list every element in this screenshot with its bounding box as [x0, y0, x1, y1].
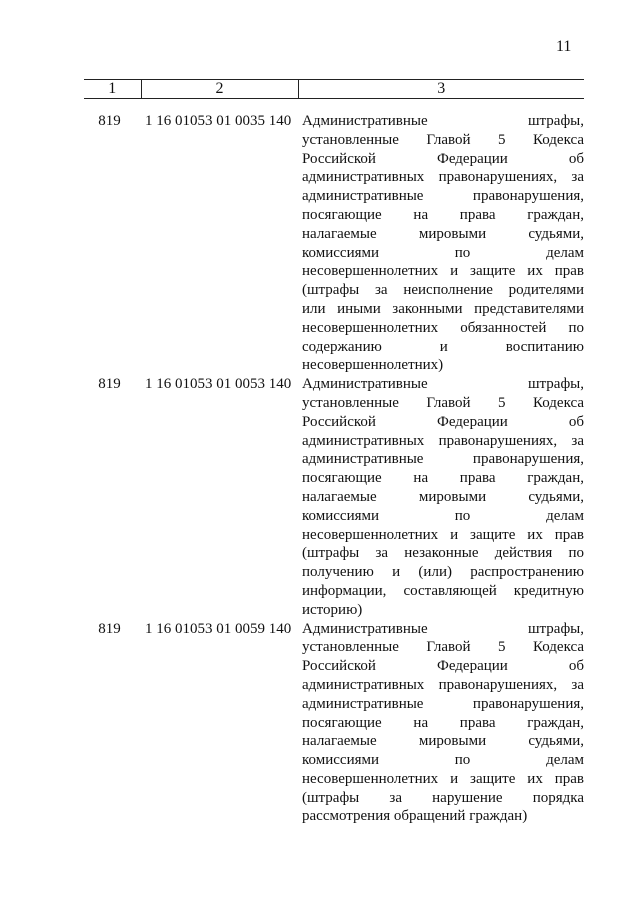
- column-header-2: 2: [141, 80, 298, 99]
- description-line: несовершеннолетних и защите их прав: [302, 770, 584, 787]
- page-number: 11: [556, 38, 572, 55]
- description-line: комиссиями по делам: [302, 507, 584, 524]
- description-line: Российской Федерации об: [302, 658, 584, 675]
- description-line: налагаемые мировыми судьями,: [302, 733, 584, 750]
- description-line: административные правонарушения,: [302, 188, 584, 205]
- table-row: [84, 620, 584, 827]
- table-row: [84, 112, 584, 375]
- description-line: посягающие на права граждан,: [302, 714, 584, 731]
- description-line: содержанию и воспитанию: [302, 338, 584, 355]
- description-line: Административные штрафы,: [302, 620, 584, 637]
- description-line: комиссиями по делам: [302, 752, 584, 769]
- table-body: [84, 99, 584, 827]
- description-line: (штрафы за незаконные действия по: [302, 545, 584, 562]
- description-line: установленные Главой 5 Кодекса: [302, 639, 584, 656]
- description-line: Административные штрафы,: [302, 113, 584, 129]
- table-row: [84, 375, 584, 619]
- description-line: административные правонарушения,: [302, 451, 584, 468]
- description-line: Административные штрафы,: [302, 376, 584, 393]
- description-line: посягающие на права граждан,: [302, 470, 584, 487]
- column-header-3: 3: [298, 80, 584, 99]
- admin-code-cell: 819: [98, 620, 121, 637]
- description-line: установленные Главой 5 Кодекса: [302, 394, 584, 411]
- description-line: Российской Федерации об: [302, 150, 584, 167]
- description-line: несовершеннолетних и защите их прав: [302, 526, 584, 543]
- kbk-code-cell: 1 16 01053 01 0059 140: [145, 620, 292, 637]
- description-cell: [298, 375, 584, 619]
- description-line: (штрафы за неисполнение родителями: [302, 282, 584, 299]
- description-line: несовершеннолетних обязанностей по: [302, 319, 584, 336]
- table-header-row: [84, 80, 584, 99]
- admin-code-cell: 819: [98, 376, 121, 393]
- description-line: посягающие на права граждан,: [302, 206, 584, 223]
- description-cell: [298, 620, 584, 827]
- description-line: несовершеннолетних): [302, 357, 444, 374]
- admin-code-cell: 819: [98, 113, 121, 129]
- kbk-code-cell: 1 16 01053 01 0035 140: [145, 113, 292, 129]
- description-line: несовершеннолетних и защите их прав: [302, 263, 584, 280]
- budget-codes-table: [84, 79, 584, 826]
- description-line: или иными законными представителями: [302, 300, 584, 317]
- description-line: историю): [302, 601, 363, 618]
- description-line: налагаемые мировыми судьями,: [302, 488, 584, 505]
- description-line: административных правонарушениях, за: [302, 169, 584, 186]
- description-line: получению и (или) распространению: [302, 564, 584, 581]
- description-line: комиссиями по делам: [302, 244, 584, 261]
- description-line: рассмотрения обращений граждан): [302, 808, 528, 825]
- description-line: административных правонарушениях, за: [302, 432, 584, 449]
- description-line: установленные Главой 5 Кодекса: [302, 131, 584, 148]
- description-line: (штрафы за нарушение порядка: [302, 789, 584, 806]
- description-line: административные правонарушения,: [302, 695, 584, 712]
- description-cell: [298, 112, 584, 375]
- description-line: Российской Федерации об: [302, 413, 584, 430]
- column-header-1: 1: [84, 80, 141, 99]
- description-line: информации, составляющей кредитную: [302, 582, 584, 599]
- kbk-code-cell: 1 16 01053 01 0053 140: [145, 376, 292, 393]
- description-line: налагаемые мировыми судьями,: [302, 225, 584, 242]
- description-line: административных правонарушениях, за: [302, 676, 584, 693]
